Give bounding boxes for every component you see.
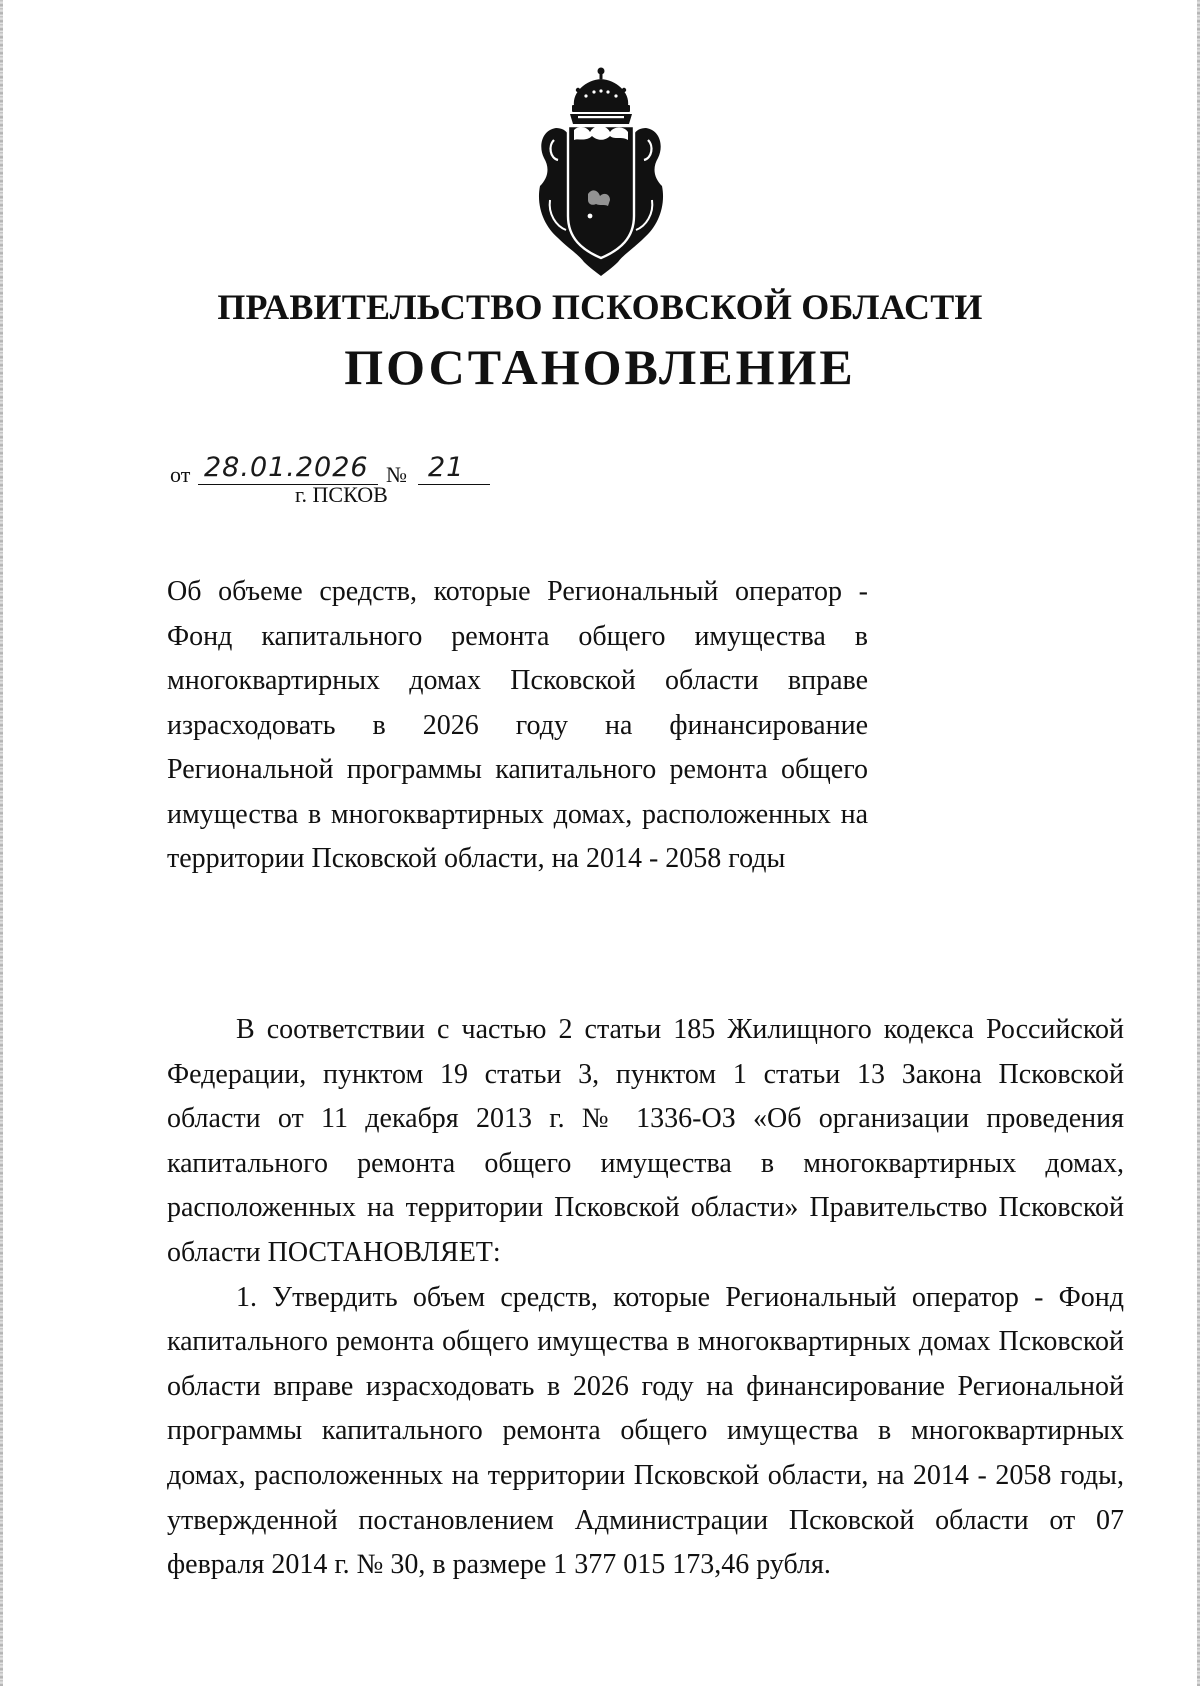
subject-text: Об объеме средств, которые Региональный оператор - Фонд капитального ремонта общего имущества в многоквартирных домах Псковской области вправе израсходовать в 2026 году на финансирование Региональной программы капитального ремонта общего имущества в многоквартирных домах, расположенных на территории Псковской области, на 2014 - 2058 годы (167, 576, 868, 874)
government-title: ПРАВИТЕЛЬСТВО ПСКОВСКОЙ ОБЛАСТИ (217, 287, 983, 327)
item-1-paragraph: 1. Утвердить объем средств, которые Региональный оператор - Фонд капитального ремонта общего имущества в многоквартирных домах Псковской области вправе израсходовать в 2026 году на финансирование Региональной программы капитального ремонта общего имущества в многоквартирных домах, расположенных на территории Псковской области, на 2014 - 2058 годы, утвержденной постановлением Администрации Псковской области от 07 февраля 2014 г. № 30, в размере 1 377 015 173,46 рубля. (167, 1281, 1124, 1581)
date-prefix: от (170, 462, 191, 487)
city: г. ПСКОВ (295, 482, 388, 507)
document-type-title: ПОСТАНОВЛЕНИЕ (344, 339, 856, 395)
preamble-paragraph: В соответствии с частью 2 статьи 185 Жилищного кодекса Российской Федерации, пунктом 19 статьи 3, пунктом 1 статьи 13 Закона Псковской области от 11 декабря 2013 г. № 1336-ОЗ «Об организации проведения капитального ремонта общего имущества в многоквартирных домах, расположенных на территории Псковской области» Правительство Псковской области ПОСТАНОВЛЯЕТ: (167, 1014, 1124, 1268)
document-subject (167, 570, 868, 882)
number-prefix: № (386, 462, 407, 487)
handwritten-number: 21 (428, 452, 465, 483)
document-body (167, 1008, 1124, 1588)
number-underline (418, 484, 490, 485)
coat-of-arms-icon (534, 66, 668, 278)
scan-edge-left (0, 0, 3, 1686)
handwritten-date: 28.01.2026 (204, 452, 369, 483)
